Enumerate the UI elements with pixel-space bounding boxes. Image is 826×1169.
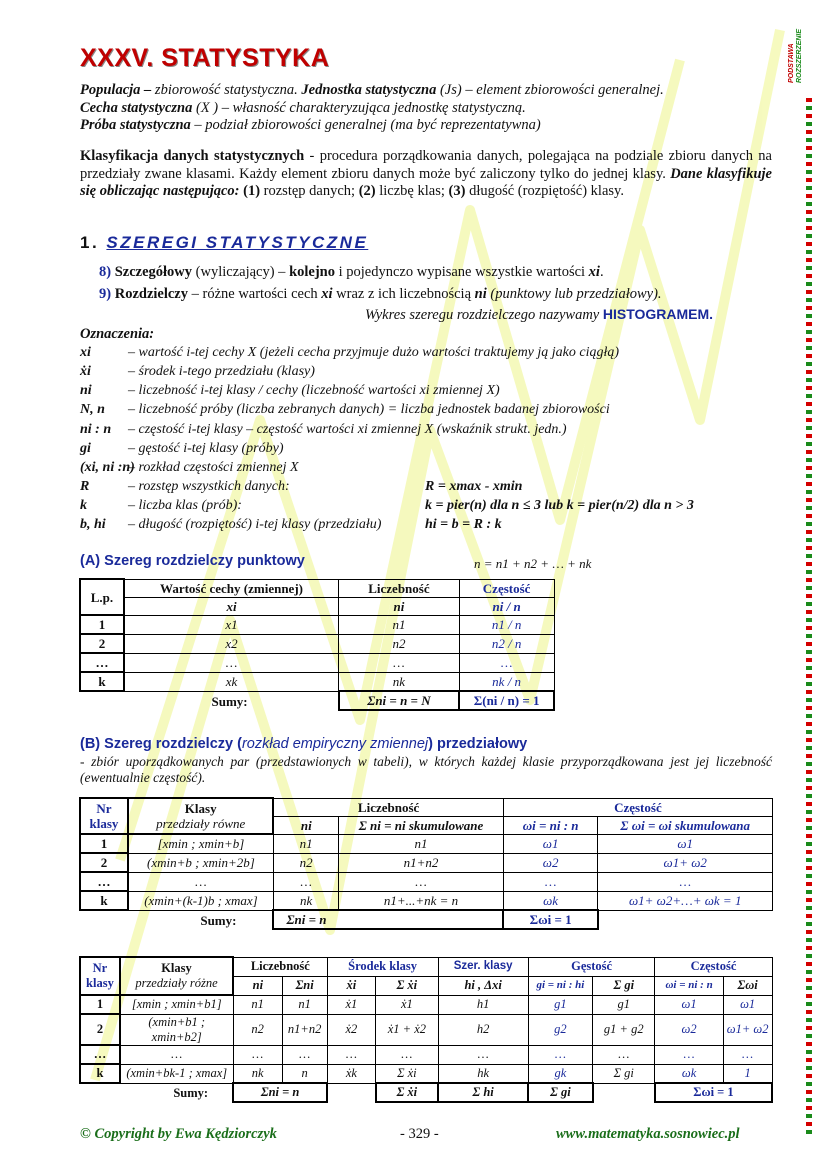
table-cell: h1 <box>438 995 528 1014</box>
notation-symbol: ẋi <box>80 364 91 379</box>
table-cell: ωk <box>655 1064 723 1083</box>
tableC <box>79 956 773 1103</box>
series-item-rozdzielczy: 9) Rozdzielczy – różne wartości cech xi wraz z ich liczebnością ni (punktowy lub przedziałowy). <box>99 286 662 302</box>
tableC-sum-g: Σ gi <box>528 1083 592 1102</box>
table-row <box>80 1064 772 1083</box>
tableB-sub-cum: Σ ni = ni skumulowane <box>339 816 504 834</box>
table-row <box>80 853 773 872</box>
table-cell: … <box>120 1045 233 1064</box>
tableC-sub-cumx: Σ ẋi <box>376 976 438 995</box>
tableA-header-wartosc: Wartość cechy (zmiennej) <box>124 579 339 597</box>
tableC-sum-n: Σni = n <box>233 1083 327 1102</box>
classification-paragraph: Klasyfikacja danych statystycznych - procedura porządkowania danych, polegająca na podziale zbioru danych na przedziały zwane klasami. Każdy element zbioru danych może być zaliczony tylko do jednej klasy. Dane klasyfikuje się obliczając następująco: (1) rozstęp danych; (2) liczbę klas; (3) długość (rozpiętość) klasy. <box>80 148 772 199</box>
tableA-formula: n = n1 + n2 + … + nk <box>474 556 592 571</box>
notation-symbol: N, n <box>80 402 105 417</box>
notation-formula: k = pier(n) dla n ≤ 3 lub k = pier(n/2) dla n > 3 <box>425 498 694 513</box>
tableA-sum-n: Σni = n = N <box>339 691 460 710</box>
table-cell: … <box>503 872 598 891</box>
table-cell: ω1+ ω2 <box>723 1014 772 1045</box>
notation-symbol: (xi, ni :n) <box>80 460 135 475</box>
table-cell: ẋk <box>327 1064 376 1083</box>
tableB-sub-wcum: Σ ωi = ωi skumulowana <box>598 816 773 834</box>
tableC-sub-cumn: Σni <box>282 976 327 995</box>
table-cell: gk <box>528 1064 592 1083</box>
sidebar-marker <box>788 18 817 1148</box>
table-cell: k <box>80 891 128 910</box>
tableB-heading: (B) Szereg rozdzielczy (rozkład empiryczny zmiennej) przedziałowy <box>80 736 528 752</box>
tableC-sub-w: ωi = ni : n <box>655 976 723 995</box>
notation-row <box>80 345 800 364</box>
table-cell: k <box>80 672 124 691</box>
table-row <box>80 634 554 653</box>
table-cell: Σ gi <box>593 1064 655 1083</box>
table-cell: [xmin ; xmin+b] <box>128 834 274 853</box>
table-cell: g1 + g2 <box>593 1014 655 1045</box>
table-cell: … <box>438 1045 528 1064</box>
table-cell: … <box>273 872 338 891</box>
table-cell: … <box>124 653 339 672</box>
table-cell: … <box>655 1045 723 1064</box>
table-cell: n2 <box>273 853 338 872</box>
notation-row <box>80 441 800 460</box>
table-cell: n1+n2 <box>282 1014 327 1045</box>
table-cell: g1 <box>528 995 592 1014</box>
table-cell: n1 / n <box>459 615 554 634</box>
notation-row <box>80 383 800 402</box>
table-cell: xk <box>124 672 339 691</box>
table-cell: nk / n <box>459 672 554 691</box>
table-cell: … <box>593 1045 655 1064</box>
table-row <box>80 1045 772 1064</box>
table-cell: … <box>528 1045 592 1064</box>
table-cell: … <box>80 872 128 891</box>
table-cell: n2 / n <box>459 634 554 653</box>
table-row <box>80 672 554 691</box>
tableA-sub-xi: xi <box>124 597 339 615</box>
table-cell: ω1+ ω2+…+ ωk = 1 <box>598 891 773 910</box>
notation-formula: hi = b = R : k <box>425 517 502 532</box>
footer-website[interactable]: www.matematyka.sosnowiec.pl <box>556 1126 740 1142</box>
table-cell: … <box>80 653 124 672</box>
notation-formula: R = xmax - xmin <box>425 479 523 494</box>
tableC-group-srodek: Środek klasy <box>327 957 438 976</box>
table-cell: (xmin+(k-1)b ; xmax] <box>128 891 274 910</box>
table-cell: … <box>80 1045 120 1064</box>
table-cell: (xmin+b1 ; xmin+b2] <box>120 1014 233 1045</box>
notation-row <box>80 460 800 479</box>
tableC-group-szer: Szer. klasy <box>438 957 528 976</box>
table-cell: h2 <box>438 1014 528 1045</box>
notation-description: – środek i-tego przedziału (klasy) <box>128 364 315 379</box>
tableC-sub-h: hi , Δxi <box>438 976 528 995</box>
table-cell: x1 <box>124 615 339 634</box>
notation-description: – długość (rozpiętość) i-tej klasy (przedziału) <box>128 517 382 532</box>
tableC-sums-label: Sumy: <box>173 1085 209 1100</box>
notation-row <box>80 402 800 421</box>
table-row <box>80 1014 772 1045</box>
tableB-sums-label: Sumy: <box>200 912 237 928</box>
table-cell: … <box>327 1045 376 1064</box>
histogram-line: Wykres szeregu rozdzielczego nazywamy HISTOGRAMEM. <box>365 306 714 323</box>
table-cell: ω2 <box>503 853 598 872</box>
tableC-sum-w: Σωi = 1 <box>655 1083 772 1102</box>
table-cell: [xmin ; xmin+b1] <box>120 995 233 1014</box>
definition-populacja: Populacja – zbiorowość statystyczna. Jednostka statystyczna (Js) – element zbiorowości generalnej. <box>80 82 664 98</box>
table-cell: g2 <box>528 1014 592 1045</box>
table-cell: k <box>80 1064 120 1083</box>
tableB-description: - zbiór uporządkowanych par (przedstawionych w tabeli), w których każdej klasie przyporządkowana jest jej liczebność (ewentualnie częstość). <box>80 754 772 785</box>
table-cell: … <box>598 872 773 891</box>
table-cell: n1 <box>282 995 327 1014</box>
table-cell: ω1+ ω2 <box>598 853 773 872</box>
table-cell: … <box>128 872 274 891</box>
table-cell: ω1 <box>598 834 773 853</box>
notation-symbol: R <box>80 479 90 494</box>
tableC-header-klasy: Klasy przedziały różne <box>120 957 233 995</box>
definition-proba: Próba statystyczna – podział zbiorowości generalnej (ma być reprezentatywna) <box>80 117 541 133</box>
table-cell: n1+...+nk = n <box>339 891 504 910</box>
table-cell: … <box>233 1045 282 1064</box>
table-cell: n1 <box>339 615 460 634</box>
tableC-sum-h: Σ hi <box>438 1083 528 1102</box>
footer-page-number: - 329 - <box>400 1126 439 1142</box>
table-cell: n1+n2 <box>339 853 504 872</box>
notation-description: – gęstość i-tej klasy (próby) <box>128 441 284 456</box>
tableB-sum-n: Σni = n <box>273 910 503 929</box>
notation-symbol: b, hi <box>80 517 106 532</box>
tableB-sub-ni: ni <box>273 816 338 834</box>
table-cell: … <box>459 653 554 672</box>
table-cell: (xmin+bk-1 ; xmax] <box>120 1064 233 1083</box>
table-cell: ω1 <box>723 995 772 1014</box>
tableC-sum-x: Σ ẋi <box>376 1083 438 1102</box>
tableC-sub-cumg: Σ gi <box>593 976 655 995</box>
table-cell: n1 <box>339 834 504 853</box>
table-cell: … <box>339 872 504 891</box>
tableB-header-czestosc: Częstość <box>503 798 772 816</box>
table-cell: ẋ1 + ẋ2 <box>376 1014 438 1045</box>
tableA-sum-f: Σ(ni / n) = 1 <box>459 691 554 710</box>
tableB-sum-w: Σωi = 1 <box>503 910 598 929</box>
table-cell: nk <box>339 672 460 691</box>
notation-row <box>80 422 800 441</box>
table-cell: Σ ẋi <box>376 1064 438 1083</box>
table-cell: 1 <box>80 615 124 634</box>
table-row <box>80 891 773 910</box>
table-cell: n <box>282 1064 327 1083</box>
table-cell: n2 <box>233 1014 282 1045</box>
table-cell: ω2 <box>655 1014 723 1045</box>
table-cell: … <box>282 1045 327 1064</box>
sidebar-label: PODSTAWA ROZSZERZENIE <box>788 28 804 84</box>
table-row <box>80 872 773 891</box>
page-title: XXXV. STATYSTYKA <box>80 44 330 72</box>
definition-cecha: Cecha statystyczna (X ) – własność charakteryzująca jednostkę statystyczną. <box>80 99 526 116</box>
tableC-sub-ni: ni <box>233 976 282 995</box>
notation-description: – liczebność próby (liczba zebranych danych) = liczba jednostek badanej zbiorowości <box>128 402 610 417</box>
table-cell: ωk <box>503 891 598 910</box>
table-cell: ẋ1 <box>376 995 438 1014</box>
series-item-szczegolowy: 8) Szczegółowy (wyliczający) – kolejno i pojedynczo wypisane wszystkie wartości xi. <box>99 264 604 280</box>
tableA-sums-label: Sumy: <box>211 693 248 709</box>
notation-description: – częstość i-tej klasy – częstość wartości xi zmiennej X (wskaźnik strukt. jedn.) <box>128 422 567 437</box>
table-cell: nk <box>273 891 338 910</box>
table-cell: 1 <box>723 1064 772 1083</box>
tableA-heading: (A) Szereg rozdzielczy punktowy <box>80 553 305 569</box>
tableA-header-lp: L.p. <box>80 579 124 615</box>
tableB-header-liczebnosc: Liczebność <box>273 798 503 816</box>
tableC-sub-cumw: Σωi <box>723 976 772 995</box>
sidebar-dots <box>806 98 812 1138</box>
tableC-group-gestosc: Gęstość <box>528 957 655 976</box>
table-cell: … <box>376 1045 438 1064</box>
notation-row <box>80 498 800 517</box>
table-cell: 2 <box>80 853 128 872</box>
table-cell: g1 <box>593 995 655 1014</box>
table-cell: hk <box>438 1064 528 1083</box>
notation-row <box>80 364 800 383</box>
table-row <box>80 834 773 853</box>
footer-copyright: © Copyright by Ewa Kędziorczyk <box>80 1126 277 1142</box>
tableB-header-klasy: Klasy przedziały równe <box>128 798 274 834</box>
notation-row <box>80 479 800 498</box>
tableB-sub-w: ωi = ni : n <box>503 816 598 834</box>
table-cell: (xmin+b ; xmin+2b] <box>128 853 274 872</box>
tableC-header-nr: Nr klasy <box>80 957 120 995</box>
table-cell: ẋ2 <box>327 1014 376 1045</box>
notation-description: – liczba klas (prób): <box>128 498 242 513</box>
table-cell: x2 <box>124 634 339 653</box>
tableA <box>79 578 555 711</box>
notation-symbol: ni : n <box>80 422 112 437</box>
notation-symbol: k <box>80 498 87 513</box>
table-row <box>80 995 772 1014</box>
tableA-header-czestosc: Częstość <box>459 579 554 597</box>
tableB-header-nr: Nr klasy <box>80 798 128 834</box>
table-cell: ẋ1 <box>327 995 376 1014</box>
table-cell: n2 <box>339 634 460 653</box>
table-cell: nk <box>233 1064 282 1083</box>
table-cell: n1 <box>273 834 338 853</box>
notation-title: Oznaczenia: <box>80 326 155 342</box>
notation-description: – liczebność i-tej klasy / cechy (liczebność wartości xi zmiennej X) <box>128 383 500 398</box>
tableA-header-liczebnosc: Liczebność <box>339 579 460 597</box>
definitions <box>80 82 780 135</box>
table-cell: n1 <box>233 995 282 1014</box>
table-cell: … <box>339 653 460 672</box>
notation-description: – rozkład częstości zmiennej X <box>128 460 299 475</box>
section-heading: 1. SZEREGI STATYSTYCZNE <box>80 233 369 252</box>
notation-description: – wartość i-tej cechy X (jeżeli cecha przyjmuje dużo wartości traktujemy ją jako ciągłą) <box>128 345 620 360</box>
notation-symbol: gi <box>80 441 91 456</box>
table-cell: ω1 <box>503 834 598 853</box>
tableC-sub-x: ẋi <box>327 976 376 995</box>
notation-symbol: xi <box>80 345 91 360</box>
tableC-group-czestosc: Częstość <box>655 957 772 976</box>
table-cell: … <box>723 1045 772 1064</box>
tableC-sub-g: gi = ni : hi <box>528 976 592 995</box>
table-row <box>80 653 554 672</box>
table-cell: 2 <box>80 1014 120 1045</box>
table-cell: 1 <box>80 834 128 853</box>
tableC-group-liczebnosc: Liczebność <box>233 957 327 976</box>
notation-row <box>80 517 800 536</box>
table-cell: 1 <box>80 995 120 1014</box>
table-row <box>80 615 554 634</box>
notation-symbol: ni <box>80 383 92 398</box>
table-cell: ω1 <box>655 995 723 1014</box>
tableA-sub-ni: ni <box>339 597 460 615</box>
table-cell: 2 <box>80 634 124 653</box>
tableB <box>79 797 773 930</box>
tableA-sub-freq: ni / n <box>459 597 554 615</box>
notation-description: – rozstęp wszystkich danych: <box>128 479 290 494</box>
